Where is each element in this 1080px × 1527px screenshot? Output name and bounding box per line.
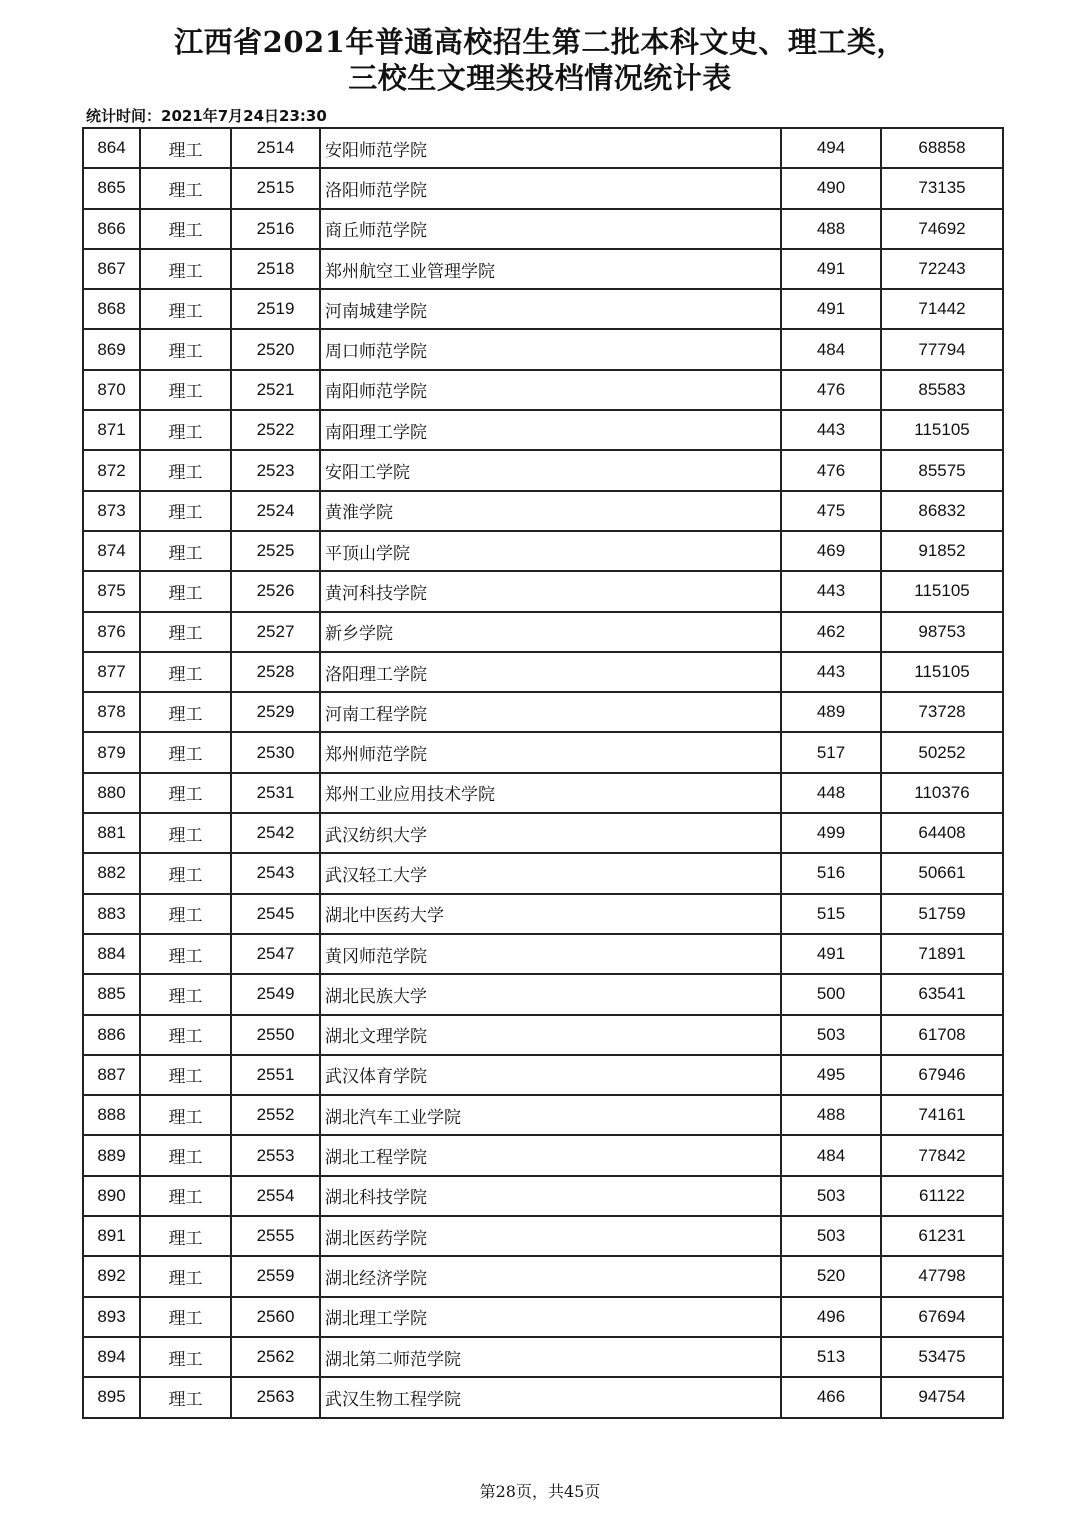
cell-category: 理工 [140, 1135, 231, 1175]
table-row [83, 370, 1003, 410]
cell-school-name: 安阳工学院 [320, 450, 781, 490]
cell-school-code: 2563 [231, 1377, 320, 1417]
cell-school-name: 河南城建学院 [320, 289, 781, 329]
cell-seq: 886 [83, 1015, 140, 1055]
admission-table [82, 127, 1004, 1419]
cell-school-code: 2523 [231, 450, 320, 490]
cell-seq: 884 [83, 934, 140, 974]
cell-school-name: 郑州航空工业管理学院 [320, 249, 781, 289]
cell-min-score: 503 [781, 1176, 881, 1216]
cell-category: 理工 [140, 1176, 231, 1216]
cell-min-score: 484 [781, 1135, 881, 1175]
cell-rank: 74161 [881, 1095, 1003, 1135]
table-row [83, 450, 1003, 490]
cell-school-code: 2530 [231, 732, 320, 772]
cell-school-name: 湖北医药学院 [320, 1216, 781, 1256]
cell-min-score: 517 [781, 732, 881, 772]
cell-category: 理工 [140, 329, 231, 369]
cell-seq: 878 [83, 692, 140, 732]
cell-school-code: 2554 [231, 1176, 320, 1216]
cell-rank: 61122 [881, 1176, 1003, 1216]
table-row [83, 329, 1003, 369]
cell-category: 理工 [140, 1377, 231, 1417]
cell-school-code: 2562 [231, 1337, 320, 1377]
cell-category: 理工 [140, 974, 231, 1014]
table-body [83, 128, 1003, 1418]
cell-category: 理工 [140, 612, 231, 652]
table-row [83, 128, 1003, 168]
cell-min-score: 484 [781, 329, 881, 369]
cell-seq: 871 [83, 410, 140, 450]
cell-rank: 50252 [881, 732, 1003, 772]
cell-seq: 880 [83, 773, 140, 813]
table-row [83, 410, 1003, 450]
cell-school-code: 2551 [231, 1055, 320, 1095]
cell-school-code: 2519 [231, 289, 320, 329]
cell-school-code: 2542 [231, 813, 320, 853]
cell-school-code: 2531 [231, 773, 320, 813]
cell-category: 理工 [140, 450, 231, 490]
cell-seq: 895 [83, 1377, 140, 1417]
page-footer: 第28页，共45页 [479, 1482, 601, 1501]
cell-category: 理工 [140, 813, 231, 853]
cell-min-score: 475 [781, 491, 881, 531]
cell-min-score: 476 [781, 370, 881, 410]
cell-school-name: 湖北汽车工业学院 [320, 1095, 781, 1135]
cell-category: 理工 [140, 531, 231, 571]
cell-seq: 872 [83, 450, 140, 490]
table-row [83, 249, 1003, 289]
cell-seq: 876 [83, 612, 140, 652]
cell-category: 理工 [140, 692, 231, 732]
cell-school-name: 武汉生物工程学院 [320, 1377, 781, 1417]
table-row [83, 652, 1003, 692]
cell-min-score: 448 [781, 773, 881, 813]
table-row [83, 894, 1003, 934]
cell-category: 理工 [140, 1297, 231, 1337]
cell-rank: 98753 [881, 612, 1003, 652]
statistics-time: 统计时间：2021年7月24日23:30 [86, 107, 327, 125]
table-row [83, 1377, 1003, 1417]
cell-school-name: 武汉体育学院 [320, 1055, 781, 1095]
cell-min-score: 499 [781, 813, 881, 853]
cell-min-score: 443 [781, 571, 881, 611]
cell-seq: 875 [83, 571, 140, 611]
cell-school-name: 南阳师范学院 [320, 370, 781, 410]
cell-rank: 110376 [881, 773, 1003, 813]
cell-seq: 879 [83, 732, 140, 772]
cell-school-code: 2549 [231, 974, 320, 1014]
cell-school-code: 2522 [231, 410, 320, 450]
cell-category: 理工 [140, 732, 231, 772]
table-row [83, 491, 1003, 531]
cell-min-score: 491 [781, 289, 881, 329]
cell-seq: 889 [83, 1135, 140, 1175]
cell-category: 理工 [140, 1337, 231, 1377]
cell-school-code: 2545 [231, 894, 320, 934]
table-row [83, 732, 1003, 772]
cell-seq: 867 [83, 249, 140, 289]
cell-school-name: 湖北理工学院 [320, 1297, 781, 1337]
table-row [83, 692, 1003, 732]
cell-school-code: 2529 [231, 692, 320, 732]
cell-school-name: 洛阳理工学院 [320, 652, 781, 692]
cell-rank: 51759 [881, 894, 1003, 934]
cell-category: 理工 [140, 1095, 231, 1135]
cell-rank: 64408 [881, 813, 1003, 853]
table-row [83, 1216, 1003, 1256]
cell-min-score: 500 [781, 974, 881, 1014]
cell-min-score: 503 [781, 1216, 881, 1256]
cell-min-score: 490 [781, 168, 881, 208]
cell-min-score: 462 [781, 612, 881, 652]
cell-seq: 873 [83, 491, 140, 531]
cell-school-name: 武汉轻工大学 [320, 853, 781, 893]
cell-school-name: 商丘师范学院 [320, 209, 781, 249]
table-row [83, 1256, 1003, 1296]
cell-seq: 894 [83, 1337, 140, 1377]
cell-school-name: 湖北科技学院 [320, 1176, 781, 1216]
cell-school-code: 2559 [231, 1256, 320, 1296]
table-row [83, 1055, 1003, 1095]
cell-school-name: 安阳师范学院 [320, 128, 781, 168]
cell-rank: 85583 [881, 370, 1003, 410]
cell-seq: 870 [83, 370, 140, 410]
cell-school-name: 湖北中医药大学 [320, 894, 781, 934]
cell-category: 理工 [140, 571, 231, 611]
cell-category: 理工 [140, 1015, 231, 1055]
cell-school-code: 2547 [231, 934, 320, 974]
cell-category: 理工 [140, 168, 231, 208]
cell-seq: 887 [83, 1055, 140, 1095]
cell-seq: 891 [83, 1216, 140, 1256]
table-row [83, 1176, 1003, 1216]
document-title-line-1: 江西省2021年普通高校招生第二批本科文史、理工类， [174, 25, 906, 59]
cell-category: 理工 [140, 491, 231, 531]
cell-min-score: 443 [781, 652, 881, 692]
cell-rank: 63541 [881, 974, 1003, 1014]
cell-rank: 115105 [881, 571, 1003, 611]
cell-category: 理工 [140, 894, 231, 934]
cell-rank: 53475 [881, 1337, 1003, 1377]
cell-min-score: 516 [781, 853, 881, 893]
cell-rank: 115105 [881, 652, 1003, 692]
cell-rank: 74692 [881, 209, 1003, 249]
cell-seq: 890 [83, 1176, 140, 1216]
cell-seq: 868 [83, 289, 140, 329]
cell-min-score: 513 [781, 1337, 881, 1377]
cell-category: 理工 [140, 652, 231, 692]
cell-rank: 77794 [881, 329, 1003, 369]
table-row [83, 773, 1003, 813]
cell-seq: 864 [83, 128, 140, 168]
document-title-line-2: 三校生文理类投档情况统计表 [348, 61, 732, 95]
cell-seq: 882 [83, 853, 140, 893]
cell-min-score: 520 [781, 1256, 881, 1296]
table-row [83, 974, 1003, 1014]
cell-min-score: 503 [781, 1015, 881, 1055]
cell-category: 理工 [140, 128, 231, 168]
cell-seq: 874 [83, 531, 140, 571]
cell-school-code: 2560 [231, 1297, 320, 1337]
cell-rank: 73135 [881, 168, 1003, 208]
cell-school-code: 2521 [231, 370, 320, 410]
cell-rank: 115105 [881, 410, 1003, 450]
cell-seq: 869 [83, 329, 140, 369]
cell-school-name: 南阳理工学院 [320, 410, 781, 450]
cell-school-code: 2527 [231, 612, 320, 652]
cell-school-name: 平顶山学院 [320, 531, 781, 571]
cell-school-code: 2555 [231, 1216, 320, 1256]
cell-school-name: 黄淮学院 [320, 491, 781, 531]
cell-school-code: 2553 [231, 1135, 320, 1175]
table-row [83, 813, 1003, 853]
cell-min-score: 496 [781, 1297, 881, 1337]
table-row [83, 571, 1003, 611]
cell-min-score: 515 [781, 894, 881, 934]
table-row [83, 612, 1003, 652]
cell-school-code: 2520 [231, 329, 320, 369]
cell-rank: 61231 [881, 1216, 1003, 1256]
cell-category: 理工 [140, 209, 231, 249]
cell-rank: 72243 [881, 249, 1003, 289]
cell-category: 理工 [140, 410, 231, 450]
cell-category: 理工 [140, 1216, 231, 1256]
cell-school-name: 黄冈师范学院 [320, 934, 781, 974]
table-row [83, 1337, 1003, 1377]
cell-min-score: 491 [781, 934, 881, 974]
cell-rank: 86832 [881, 491, 1003, 531]
cell-rank: 73728 [881, 692, 1003, 732]
cell-school-name: 湖北文理学院 [320, 1015, 781, 1055]
cell-min-score: 466 [781, 1377, 881, 1417]
cell-school-code: 2550 [231, 1015, 320, 1055]
cell-min-score: 488 [781, 1095, 881, 1135]
cell-category: 理工 [140, 853, 231, 893]
cell-school-code: 2514 [231, 128, 320, 168]
cell-school-name: 新乡学院 [320, 612, 781, 652]
cell-min-score: 489 [781, 692, 881, 732]
cell-rank: 67694 [881, 1297, 1003, 1337]
cell-school-name: 周口师范学院 [320, 329, 781, 369]
cell-category: 理工 [140, 773, 231, 813]
table-row [83, 168, 1003, 208]
table-row [83, 853, 1003, 893]
cell-school-code: 2524 [231, 491, 320, 531]
cell-rank: 68858 [881, 128, 1003, 168]
cell-min-score: 443 [781, 410, 881, 450]
cell-school-code: 2552 [231, 1095, 320, 1135]
cell-school-name: 黄河科技学院 [320, 571, 781, 611]
cell-school-code: 2518 [231, 249, 320, 289]
cell-school-name: 河南工程学院 [320, 692, 781, 732]
cell-seq: 865 [83, 168, 140, 208]
table-row [83, 1015, 1003, 1055]
cell-rank: 85575 [881, 450, 1003, 490]
cell-school-code: 2528 [231, 652, 320, 692]
cell-seq: 877 [83, 652, 140, 692]
cell-min-score: 476 [781, 450, 881, 490]
cell-school-name: 湖北经济学院 [320, 1256, 781, 1296]
cell-school-name: 武汉纺织大学 [320, 813, 781, 853]
cell-school-code: 2526 [231, 571, 320, 611]
cell-rank: 67946 [881, 1055, 1003, 1095]
cell-school-name: 洛阳师范学院 [320, 168, 781, 208]
cell-rank: 94754 [881, 1377, 1003, 1417]
cell-category: 理工 [140, 934, 231, 974]
cell-category: 理工 [140, 289, 231, 329]
cell-seq: 866 [83, 209, 140, 249]
cell-seq: 883 [83, 894, 140, 934]
cell-school-name: 郑州师范学院 [320, 732, 781, 772]
cell-rank: 71442 [881, 289, 1003, 329]
cell-min-score: 494 [781, 128, 881, 168]
cell-school-code: 2516 [231, 209, 320, 249]
cell-rank: 61708 [881, 1015, 1003, 1055]
cell-min-score: 469 [781, 531, 881, 571]
table-row [83, 289, 1003, 329]
cell-min-score: 491 [781, 249, 881, 289]
cell-min-score: 495 [781, 1055, 881, 1095]
cell-rank: 50661 [881, 853, 1003, 893]
cell-rank: 91852 [881, 531, 1003, 571]
table-row [83, 1135, 1003, 1175]
cell-seq: 881 [83, 813, 140, 853]
cell-school-name: 湖北第二师范学院 [320, 1337, 781, 1377]
cell-min-score: 488 [781, 209, 881, 249]
cell-school-name: 湖北民族大学 [320, 974, 781, 1014]
cell-seq: 888 [83, 1095, 140, 1135]
cell-category: 理工 [140, 249, 231, 289]
cell-category: 理工 [140, 370, 231, 410]
cell-seq: 892 [83, 1256, 140, 1296]
cell-rank: 77842 [881, 1135, 1003, 1175]
table-row [83, 1297, 1003, 1337]
cell-school-code: 2525 [231, 531, 320, 571]
cell-school-name: 郑州工业应用技术学院 [320, 773, 781, 813]
cell-seq: 893 [83, 1297, 140, 1337]
table-row [83, 531, 1003, 571]
cell-seq: 885 [83, 974, 140, 1014]
table-row [83, 1095, 1003, 1135]
table-row [83, 934, 1003, 974]
cell-school-name: 湖北工程学院 [320, 1135, 781, 1175]
cell-rank: 47798 [881, 1256, 1003, 1296]
table-row [83, 209, 1003, 249]
cell-school-code: 2543 [231, 853, 320, 893]
cell-category: 理工 [140, 1256, 231, 1296]
cell-category: 理工 [140, 1055, 231, 1095]
cell-school-code: 2515 [231, 168, 320, 208]
cell-rank: 71891 [881, 934, 1003, 974]
